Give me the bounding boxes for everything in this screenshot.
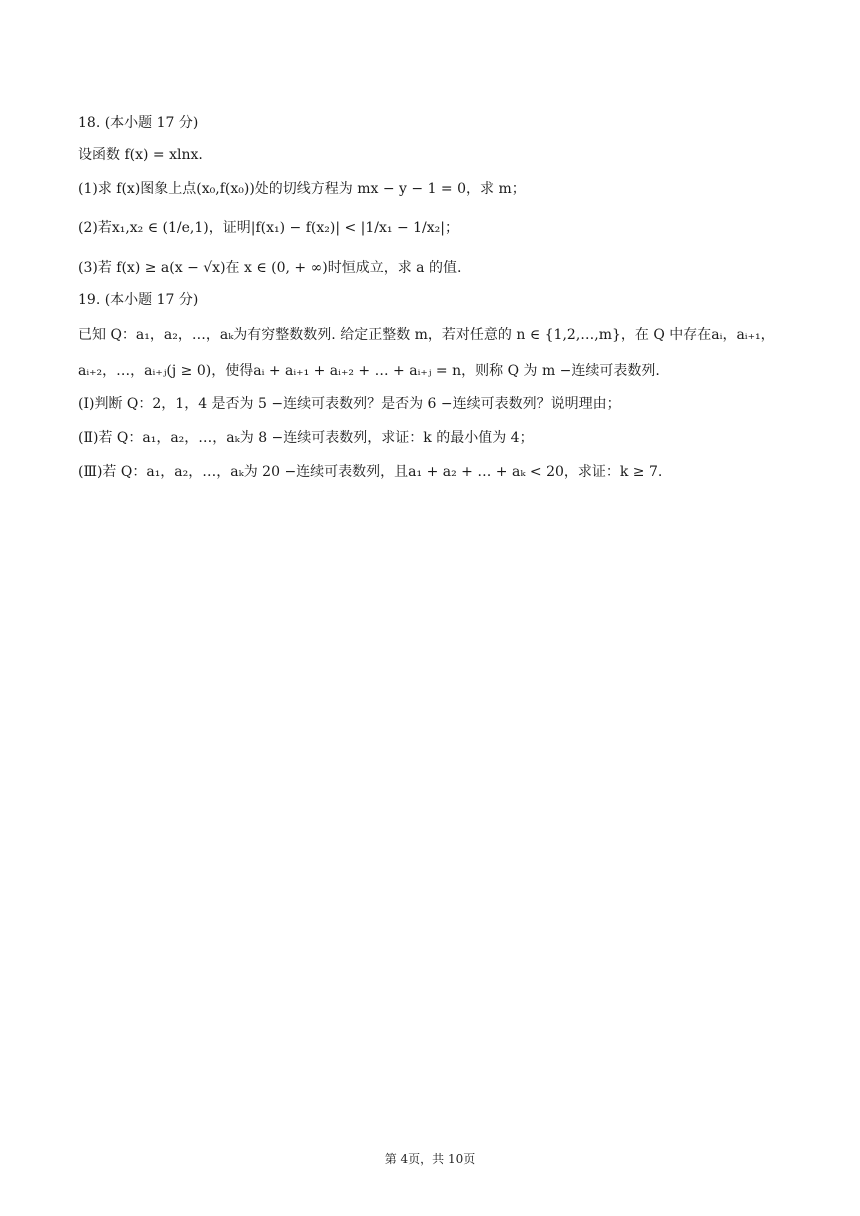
- problem-19-intro-line-2: aᵢ₊₂，…，aᵢ₊ⱼ(j ≥ 0)，使得aᵢ + aᵢ₊₁ + aᵢ₊₂ + … + aᵢ₊ⱼ = n，则称 Q 为 m −连续可表数列.: [78, 363, 660, 379]
- problem-18-part-1: (1)求 f(x)图象上点(x₀,f(x₀))处的切线方程为 mx − y − 1 = 0，求 m；: [78, 181, 526, 197]
- problem-18-header: 18. (本小题 17 分): [78, 115, 199, 131]
- problem-19-part-1: (Ⅰ)判断 Q：2，1，4 是否为 5 −连续可表数列？是否为 6 −连续可表数列？说明理由；: [78, 396, 621, 412]
- problem-19-header: 19. (本小题 17 分): [78, 292, 199, 308]
- page-footer: 第 4页，共 10页: [384, 1152, 476, 1166]
- problem-18-part-3: (3)若 f(x) ≥ a(x − √x)在 x ∈ (0, + ∞)时恒成立，求 a 的值.: [78, 260, 462, 276]
- problem-19-part-2: (Ⅱ)若 Q：a₁，a₂，…，aₖ为 8 −连续可表数列，求证：k 的最小值为 4；: [78, 430, 534, 446]
- problem-19-part-3: (Ⅲ)若 Q：a₁，a₂，…，aₖ为 20 −连续可表数列，且a₁ + a₂ + … + aₖ < 20，求证：k ≥ 7.: [78, 464, 663, 480]
- problem-19-intro-line-1: 已知 Q：a₁，a₂，…，aₖ为有穷整数数列. 给定正整数 m，若对任意的 n ∈ {1,2,…,m}，在 Q 中存在aᵢ，aᵢ₊₁，: [78, 327, 775, 343]
- problem-18-part-2: (2)若x₁,x₂ ∈ (1/e,1)，证明|f(x₁) − f(x₂)| < |1/x₁ − 1/x₂|；: [78, 220, 460, 236]
- problem-18-intro: 设函数 f(x) = xlnx.: [78, 147, 203, 163]
